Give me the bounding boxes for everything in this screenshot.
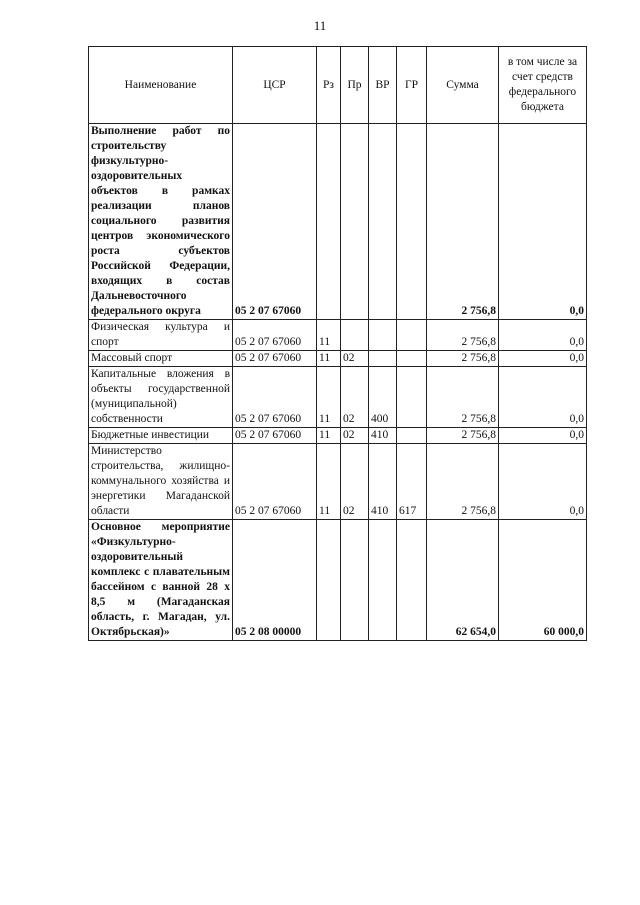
cell-gr: 617 xyxy=(397,444,427,520)
cell-pr xyxy=(341,124,369,320)
table-row xyxy=(89,351,587,367)
header-name: Наименование xyxy=(89,47,233,124)
cell-pr xyxy=(341,320,369,351)
cell-csr: 05 2 07 67060 xyxy=(233,320,317,351)
cell-federal: 0,0 xyxy=(499,367,587,428)
cell-rz: 11 xyxy=(317,444,341,520)
cell-name: Основное мероприятие «Физкультурно-оздоровительный комплекс с плавательным бассейном с ванной 28 х 8,5 м (Магаданская область, г. Магадан, ул. Октябрьская)» xyxy=(89,520,233,641)
cell-rz xyxy=(317,124,341,320)
cell-gr xyxy=(397,367,427,428)
cell-sum: 2 756,8 xyxy=(427,444,499,520)
header-pr: Пр xyxy=(341,47,369,124)
cell-csr: 05 2 07 67060 xyxy=(233,124,317,320)
cell-rz xyxy=(317,520,341,641)
cell-name: Выполнение работ по строительству физкультурно-оздоровительных объектов в рамках реализации планов социального развития центров экономического роста субъектов Российской Федерации, входящих в состав Дальневосточного федерального округа xyxy=(89,124,233,320)
cell-gr xyxy=(397,351,427,367)
cell-vr xyxy=(369,124,397,320)
cell-pr: 02 xyxy=(341,367,369,428)
cell-sum: 62 654,0 xyxy=(427,520,499,641)
cell-sum: 2 756,8 xyxy=(427,124,499,320)
table-row xyxy=(89,444,587,520)
cell-federal: 0,0 xyxy=(499,428,587,444)
cell-gr xyxy=(397,124,427,320)
cell-name: Физическая культура и спорт xyxy=(89,320,233,351)
table-row xyxy=(89,428,587,444)
table-body xyxy=(89,124,587,641)
cell-csr: 05 2 07 67060 xyxy=(233,351,317,367)
cell-name: Массовый спорт xyxy=(89,351,233,367)
table-row xyxy=(89,320,587,351)
cell-rz: 11 xyxy=(317,428,341,444)
table-row xyxy=(89,520,587,641)
cell-federal: 0,0 xyxy=(499,320,587,351)
header-federal: в том числе за счет средств федерального бюджета xyxy=(499,47,587,124)
cell-federal: 0,0 xyxy=(499,444,587,520)
cell-name: Бюджетные инвестиции xyxy=(89,428,233,444)
cell-sum: 2 756,8 xyxy=(427,320,499,351)
cell-pr: 02 xyxy=(341,351,369,367)
cell-sum: 2 756,8 xyxy=(427,367,499,428)
cell-csr: 05 2 07 67060 xyxy=(233,428,317,444)
cell-vr xyxy=(369,320,397,351)
cell-name: Капитальные вложения в объекты государственной (муниципальной) собственности xyxy=(89,367,233,428)
cell-csr: 05 2 08 00000 xyxy=(233,520,317,641)
header-csr: ЦСР xyxy=(233,47,317,124)
cell-csr: 05 2 07 67060 xyxy=(233,444,317,520)
budget-table xyxy=(88,46,587,641)
cell-pr xyxy=(341,520,369,641)
cell-vr xyxy=(369,351,397,367)
table-header-row xyxy=(89,47,587,124)
cell-rz: 11 xyxy=(317,351,341,367)
cell-federal: 0,0 xyxy=(499,351,587,367)
cell-gr xyxy=(397,320,427,351)
cell-csr: 05 2 07 67060 xyxy=(233,367,317,428)
header-gr: ГР xyxy=(397,47,427,124)
cell-pr: 02 xyxy=(341,444,369,520)
header-sum: Сумма xyxy=(427,47,499,124)
cell-sum: 2 756,8 xyxy=(427,351,499,367)
cell-vr: 410 xyxy=(369,428,397,444)
cell-federal: 0,0 xyxy=(499,124,587,320)
cell-federal: 60 000,0 xyxy=(499,520,587,641)
header-vr: ВР xyxy=(369,47,397,124)
cell-gr xyxy=(397,428,427,444)
page-number: 11 xyxy=(313,18,327,33)
table-row xyxy=(89,124,587,320)
cell-rz: 11 xyxy=(317,320,341,351)
cell-vr: 410 xyxy=(369,444,397,520)
cell-vr: 400 xyxy=(369,367,397,428)
cell-vr xyxy=(369,520,397,641)
header-rz: Рз xyxy=(317,47,341,124)
cell-name: Министерство строительства, жилищно-коммунального хозяйства и энергетики Магаданской области xyxy=(89,444,233,520)
cell-gr xyxy=(397,520,427,641)
cell-pr: 02 xyxy=(341,428,369,444)
cell-sum: 2 756,8 xyxy=(427,428,499,444)
table-row xyxy=(89,367,587,428)
cell-rz: 11 xyxy=(317,367,341,428)
